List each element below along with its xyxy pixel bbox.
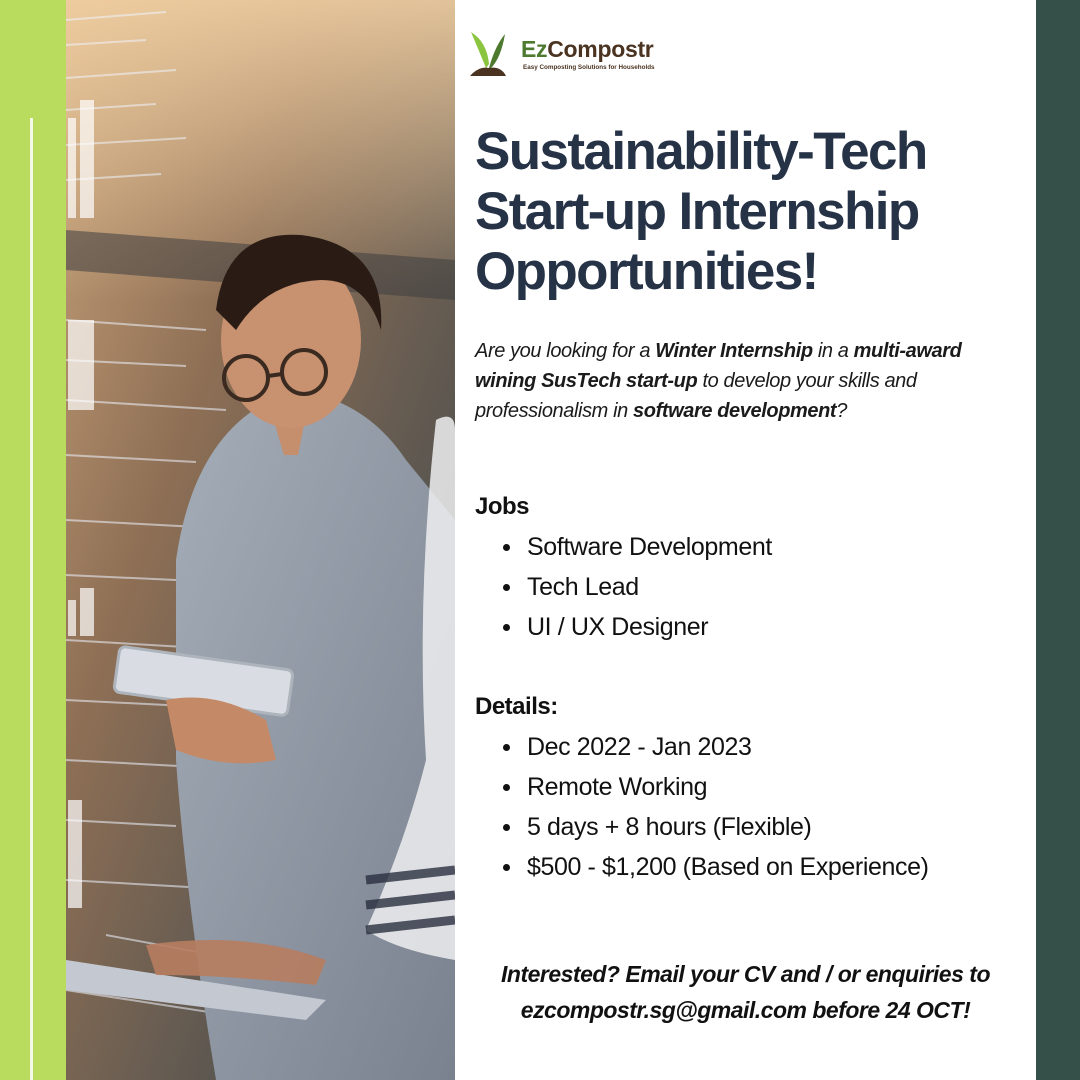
logo-tagline: Easy Composting Solutions for Households [523,64,655,71]
call-to-action [455,956,1036,1028]
sprout-leaf-icon [469,28,507,80]
ezcompostr-logo [469,28,669,84]
intro-paragraph [475,336,1015,426]
logo-name-compostr: Compostr [547,36,654,62]
logo-name-ez: Ez [521,36,548,62]
headline-line-1: Sustainability-Tech [475,122,927,181]
page-title [475,122,1015,302]
details-heading: Details: [475,693,558,720]
detail-item: 5 days + 8 hours (Flexible) [503,807,929,847]
detail-item: Remote Working [503,767,929,807]
cta-line-2-email: ezcompostr.sg@gmail.com before 24 OCT! [520,997,971,1023]
job-item: UI / UX Designer [503,607,772,647]
detail-item: Dec 2022 - Jan 2023 [503,727,929,767]
intro-text: to develop your skills and professionalism in [475,370,917,422]
intro-text: in a [812,340,854,362]
intro-text: ? [836,400,847,422]
job-item: Software Development [503,527,772,567]
cta-line-1: Interested? Email your CV and / or enquiries to [501,961,990,987]
jobs-heading: Jobs [475,493,530,520]
intro-emphasis-software-development: software development [633,400,837,422]
accent-line [30,118,33,1080]
headline-line-3: Opportunities! [475,242,818,301]
headline-line-2: Start-up Internship [475,182,919,241]
intro-emphasis-winter-internship: Winter Internship [655,340,813,362]
details-list [503,727,929,887]
dark-accent-strip [1036,0,1080,1080]
intro-emphasis-startup: multi-award wining SusTech start-up [475,340,962,392]
job-item: Tech Lead [503,567,772,607]
logo-wordmark [521,36,653,63]
jobs-list [503,527,772,647]
content-panel [455,0,1036,1080]
lime-accent-strip [0,0,66,1080]
intro-text: Are you looking for a [475,340,656,362]
detail-item: $500 - $1,200 (Based on Experience) [503,847,929,887]
photo-illustration [66,0,455,1080]
hero-photo [66,0,455,1080]
